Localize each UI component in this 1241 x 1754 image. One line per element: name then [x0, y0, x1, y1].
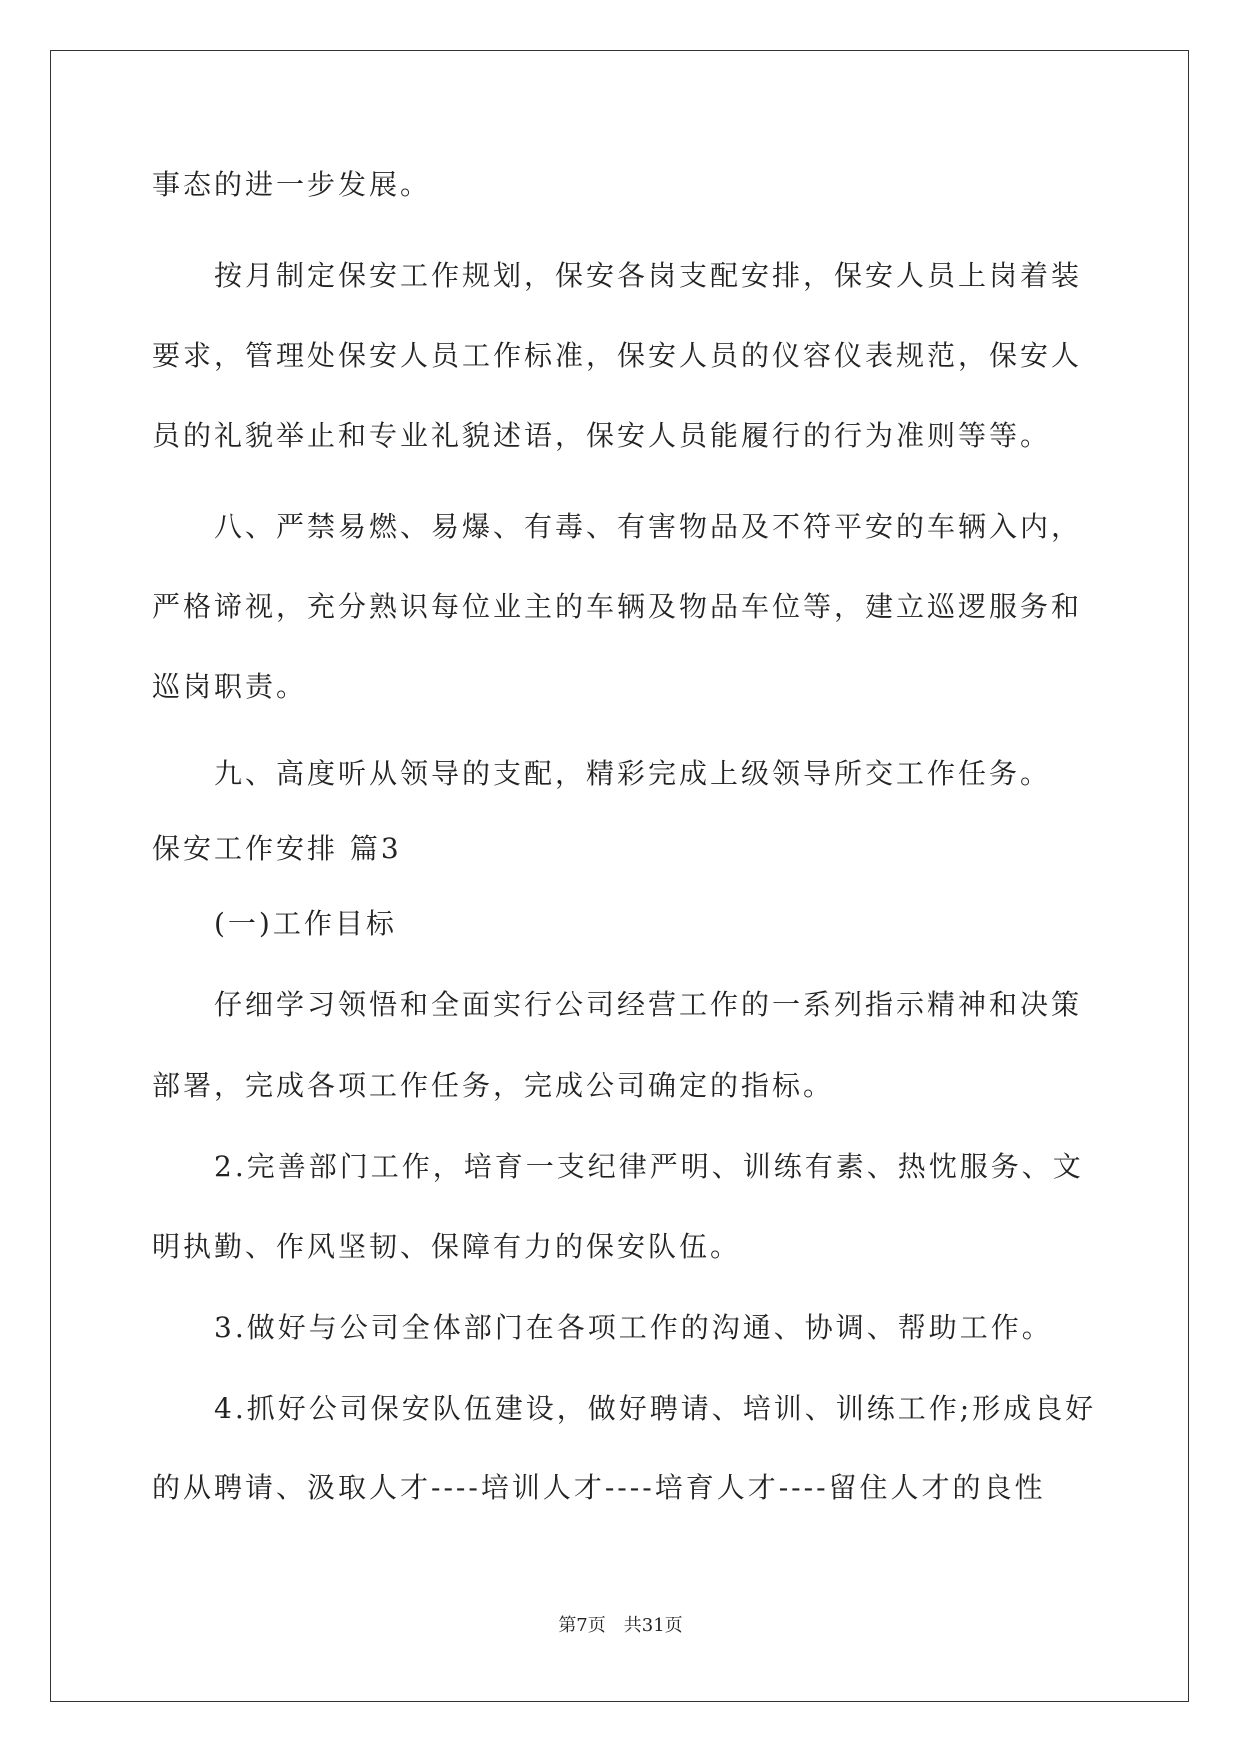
text-line: 明执勤、作风坚韧、保障有力的保安队伍。	[152, 1230, 742, 1263]
subsection-heading: (一)工作目标	[214, 907, 397, 940]
text-line: 巡岗职责。	[152, 670, 308, 703]
text-line: 4.抓好公司保安队伍建设，做好聘请、培训、训练工作;形成良好	[214, 1392, 1097, 1425]
text-line: 员的礼貌举止和专业礼貌述语，保安人员能履行的行为准则等等。	[152, 419, 1052, 452]
text-line: 严格谛视，充分熟识每位业主的车辆及物品车位等，建立巡逻服务和	[152, 590, 1083, 623]
text-line: 3.做好与公司全体部门在各项工作的沟通、协调、帮助工作。	[214, 1311, 1053, 1344]
text-line: 2.完善部门工作，培育一支纪律严明、训练有素、热忱服务、文	[214, 1150, 1084, 1183]
text-line: 部署，完成各项工作任务，完成公司确定的指标。	[152, 1069, 835, 1102]
text-line: 八、严禁易燃、易爆、有毒、有害物品及不符平安的车辆入内，	[214, 510, 1083, 543]
text-line: 九、高度听从领导的支配，精彩完成上级领导所交工作任务。	[214, 757, 1052, 790]
text-line: 的从聘请、汲取人才----培训人才----培育人才----留住人才的良性	[152, 1471, 1046, 1504]
page-frame	[50, 50, 1189, 1702]
section-heading: 保安工作安排 篇3	[152, 832, 402, 865]
text-line: 要求，管理处保安人员工作标准，保安人员的仪容仪表规范，保安人	[152, 339, 1083, 372]
text-line: 事态的进一步发展。	[152, 168, 432, 201]
page-number-footer: 第7页 共31页	[558, 1615, 683, 1636]
text-line: 按月制定保安工作规划，保安各岗支配安排，保安人员上岗着装	[214, 259, 1083, 292]
text-line: 仔细学习领悟和全面实行公司经营工作的一系列指示精神和决策	[214, 988, 1083, 1021]
